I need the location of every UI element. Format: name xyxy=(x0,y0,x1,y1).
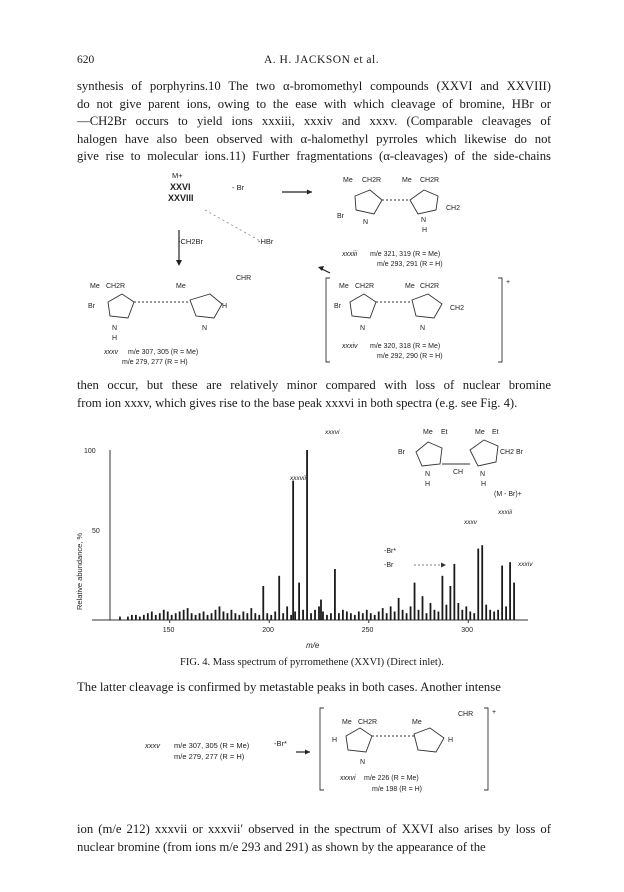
svg-text:CH2: CH2 xyxy=(450,305,465,312)
spectrum-peak xyxy=(350,613,352,620)
spectrum-peak xyxy=(501,566,503,620)
spectrum-peak xyxy=(453,564,455,620)
spectrum-peak xyxy=(457,603,459,620)
spectrum-peak xyxy=(513,583,515,620)
svg-text:Me: Me xyxy=(342,719,352,726)
svg-text:N: N xyxy=(202,325,208,332)
ion-label-xxxiii: xxxiii xyxy=(342,251,358,258)
spectrum-peak xyxy=(246,613,248,620)
fragmentation-scheme xyxy=(0,170,624,370)
spectrum-peak xyxy=(438,612,440,621)
spectrum-peak xyxy=(481,545,483,620)
svg-text:N: N xyxy=(363,219,369,226)
spectrum-peak xyxy=(302,610,304,620)
y-axis-label: Relative abundance, % xyxy=(75,532,84,610)
svg-text:H: H xyxy=(425,481,431,488)
svg-text:CH2R: CH2R xyxy=(362,177,382,184)
mass-spectrum-chart xyxy=(0,410,624,655)
spectrum-peak xyxy=(442,576,444,620)
label-minus-br: - Br xyxy=(232,183,245,192)
spectrum-peak xyxy=(374,615,376,620)
spectrum-peak xyxy=(449,586,451,620)
spectrum-peak xyxy=(127,617,129,620)
ion-label-xxxv: xxxv xyxy=(104,349,118,356)
text-line: The latter cleavage is confirmed by metastable peaks in both cases. Another intense xyxy=(77,680,501,694)
x-axis-label: m/e xyxy=(306,641,320,650)
spectrum-peak xyxy=(406,613,408,620)
spectrum-peak xyxy=(334,569,336,620)
svg-text:m/e 279, 277 (R = H): m/e 279, 277 (R = H) xyxy=(174,752,245,761)
label-minus-ch2br: -CH2Br xyxy=(178,237,204,246)
spectrum-peak xyxy=(358,612,360,621)
svg-text:Me: Me xyxy=(176,283,186,290)
pyrromethene-structure xyxy=(416,440,498,466)
spectrum-peak xyxy=(167,612,169,621)
peak-label-xxxvi: xxxvi xyxy=(325,429,340,436)
spectrum-peak xyxy=(493,612,495,621)
spectrum-peak xyxy=(292,481,294,620)
label-xxvi: XXVI xyxy=(170,182,191,192)
spectrum-peak xyxy=(362,613,364,620)
spectrum-peak xyxy=(398,598,400,620)
spectrum-peak xyxy=(338,613,340,620)
spectrum-peak xyxy=(485,605,487,620)
spectrum-peak xyxy=(163,610,165,620)
svg-text:H: H xyxy=(422,227,428,234)
spectrum-peak xyxy=(430,603,432,620)
svg-text:N: N xyxy=(421,217,427,224)
spectrum-peak xyxy=(155,615,157,620)
spectrum-peak xyxy=(171,615,173,620)
svg-text:H: H xyxy=(222,303,228,310)
spectrum-peak xyxy=(143,615,145,620)
spectrum-peak xyxy=(270,615,272,620)
svg-text:Me: Me xyxy=(423,429,433,436)
y-tick-50: 50 xyxy=(92,528,100,535)
spectrum-peak xyxy=(139,617,141,620)
spectrum-peak xyxy=(223,612,225,621)
svg-text:m/e 198 (R = H): m/e 198 (R = H) xyxy=(372,786,422,793)
spectrum-peak xyxy=(326,615,328,620)
spectrum-peak xyxy=(135,615,137,620)
spectrum-peak xyxy=(322,612,324,621)
spectrum-peak xyxy=(219,606,221,620)
svg-text:CH: CH xyxy=(453,469,464,476)
svg-text:Me: Me xyxy=(405,283,415,290)
spectrum-peak xyxy=(310,613,312,620)
figure-caption: FIG. 4. Mass spectrum of pyrromethene (XXVI) (Direct inlet). xyxy=(180,657,444,668)
svg-text:CH2R: CH2R xyxy=(355,283,375,290)
spectrum-peak xyxy=(191,613,193,620)
svg-text:Me: Me xyxy=(343,177,353,184)
spectrum-peak xyxy=(306,450,308,620)
spectrum-peak xyxy=(294,612,296,621)
svg-text:N: N xyxy=(112,325,118,332)
spectrum-peak xyxy=(394,612,396,621)
spectrum-peak xyxy=(378,612,380,621)
svg-text:CH2 Br: CH2 Br xyxy=(500,449,523,456)
svg-text:N: N xyxy=(420,325,426,332)
spectrum-peak xyxy=(235,613,237,620)
x-tick-label: 150 xyxy=(162,627,175,634)
svg-text:CHR: CHR xyxy=(236,275,252,282)
spectrum-peak xyxy=(298,583,300,620)
svg-text:+: + xyxy=(506,279,511,286)
spectrum-peak xyxy=(254,613,256,620)
svg-text:Et: Et xyxy=(441,429,448,436)
svg-text:m/e 293, 291 (R = H): m/e 293, 291 (R = H) xyxy=(377,261,443,268)
svg-text:H: H xyxy=(448,737,454,744)
svg-text:N: N xyxy=(360,325,366,332)
spectrum-peak xyxy=(262,586,264,620)
spectrum-peak xyxy=(227,613,229,620)
paragraph-4 xyxy=(77,821,551,856)
spectrum-peak xyxy=(242,612,244,621)
peak-label-xxxiv: xxxiv xyxy=(518,561,533,568)
spectrum-peak xyxy=(207,615,209,620)
text-line: from ion xxxv, which gives rise to the base peak xxxvi in both spectra (e.g. see Fig. 4). xyxy=(77,395,518,410)
annotation-minus-br-star: -Br* xyxy=(384,548,397,555)
spectrum-peak xyxy=(266,613,268,620)
spectrum-peak xyxy=(473,613,475,620)
svg-text:+: + xyxy=(492,709,497,716)
ion-label-xxxiv: xxxiv xyxy=(342,343,358,350)
page-number: 620 xyxy=(77,54,95,66)
paragraph-2 xyxy=(77,377,551,412)
spectrum-peak xyxy=(366,610,368,620)
spectrum-peak xyxy=(258,615,260,620)
label-xxviii: XXVIII xyxy=(168,193,194,203)
x-tick-label: 300 xyxy=(461,627,473,634)
svg-text:m/e 307, 305 (R = Me): m/e 307, 305 (R = Me) xyxy=(174,741,250,750)
spectrum-peak xyxy=(278,576,280,620)
spectrum-peak xyxy=(318,606,320,620)
svg-text:m/e 292, 290 (R = H): m/e 292, 290 (R = H) xyxy=(377,353,443,360)
spectrum-peak xyxy=(354,615,356,620)
spectrum-peak xyxy=(199,613,201,620)
svg-text:Me: Me xyxy=(402,177,412,184)
spectrum-peak xyxy=(238,615,240,620)
svg-text:Br: Br xyxy=(334,303,341,310)
svg-text:Me: Me xyxy=(412,719,422,726)
svg-text:Br: Br xyxy=(398,449,405,456)
svg-text:Me: Me xyxy=(339,283,349,290)
svg-text:m/e 226 (R = Me): m/e 226 (R = Me) xyxy=(364,775,419,782)
spectrum-peak xyxy=(390,606,392,620)
text-line: do not give parent ions, owing to the ease with which cleavage of bromine, HBr or xyxy=(77,96,551,111)
svg-text:m/e 279, 277 (R = H): m/e 279, 277 (R = H) xyxy=(122,359,188,366)
spectrum-peak xyxy=(370,613,372,620)
peak-label-xxxiii: xxxiii xyxy=(498,509,513,516)
spectrum-peak xyxy=(342,610,344,620)
svg-text:Et: Et xyxy=(492,429,499,436)
peak-label-m-br: (M - Br)+ xyxy=(494,491,522,498)
svg-text:CH2R: CH2R xyxy=(420,177,440,184)
structure-xxxiii xyxy=(355,190,438,214)
paragraph-3 xyxy=(77,679,551,697)
running-title: A. H. JACKSON et al. xyxy=(264,54,380,66)
spectrum-peak xyxy=(426,613,428,620)
spectrum-peak xyxy=(119,617,121,620)
peak-label-xxxv: xxxv xyxy=(464,519,477,526)
spectrum-peak xyxy=(386,613,388,620)
annotation-minus-br: -Br xyxy=(384,562,394,569)
spectrum-peak xyxy=(179,612,181,621)
spectrum-peak xyxy=(461,610,463,620)
text-line: then occur, but these are relatively minor compared with loss of nuclear bromine xyxy=(77,378,551,392)
paragraph-1 xyxy=(77,78,551,166)
structure-xxxv xyxy=(108,294,222,318)
ion-label-xxxv-2: xxxv xyxy=(145,741,160,750)
spectrum-peak xyxy=(314,610,316,620)
svg-text:N: N xyxy=(425,471,431,478)
spectrum-peak xyxy=(445,605,447,620)
spectrum-peak xyxy=(418,610,420,620)
text-line: —CH2Br occurs to yield ions xxxiii, xxxiv and xxxv. (Comparable cleavages of xyxy=(77,114,551,128)
spectrum-peak xyxy=(469,612,471,621)
spectrum-peak xyxy=(330,613,332,620)
peak-label-xxxvii: xxxvii xyxy=(290,475,306,482)
svg-text:Me: Me xyxy=(90,283,100,290)
svg-text:Me: Me xyxy=(475,429,485,436)
svg-text:CH2R: CH2R xyxy=(106,283,126,290)
spectrum-peak xyxy=(187,608,189,620)
spectrum-peak xyxy=(497,610,499,620)
spectrum-peak xyxy=(274,612,276,621)
svg-text:m/e 321, 319 (R = Me): m/e 321, 319 (R = Me) xyxy=(370,251,441,258)
y-tick-100: 100 xyxy=(84,448,96,455)
svg-text:Br: Br xyxy=(88,303,95,310)
spectrum-peak xyxy=(231,610,233,620)
spectrum-peak xyxy=(509,562,511,620)
spectrum-peak xyxy=(477,549,479,620)
label-minus-hbr: -HBr xyxy=(258,237,274,246)
text-line: halogen have also been observed with α-halomethyl pyrroles which likewise do not xyxy=(77,131,551,146)
label-mplus: M+ xyxy=(172,171,183,180)
text-line: give rise to molecular ions.11) Further fragmentations (α-cleavages) of the side-chains xyxy=(77,149,551,163)
svg-text:m/e 307, 305 (R = Me): m/e 307, 305 (R = Me) xyxy=(128,349,199,356)
fragmentation-scheme-2 xyxy=(0,702,624,802)
x-tick-label: 250 xyxy=(361,627,374,634)
spectrum-peak xyxy=(402,610,404,620)
spectrum-peak xyxy=(215,610,217,620)
svg-text:Br: Br xyxy=(337,213,344,220)
svg-text:-Br*: -Br* xyxy=(274,739,287,748)
spectrum-peak xyxy=(131,615,133,620)
svg-text:CHR: CHR xyxy=(458,711,474,718)
spectrum-peak xyxy=(290,615,292,620)
spectrum-peak xyxy=(183,610,185,620)
spectrum-peak xyxy=(147,613,149,620)
x-ticks xyxy=(163,620,473,634)
spectrum-peak xyxy=(434,610,436,620)
spectrum-peak xyxy=(151,612,153,621)
svg-text:CH2R: CH2R xyxy=(358,719,378,726)
svg-text:CH2: CH2 xyxy=(446,205,461,212)
ion-label-xxxvi-2: xxxvi xyxy=(340,775,356,782)
spectrum-peak xyxy=(203,612,205,621)
spectrum-peak xyxy=(320,600,322,620)
spectrum-peak xyxy=(465,606,467,620)
spectrum-peak xyxy=(159,613,161,620)
spectrum-peak xyxy=(505,606,507,620)
spectrum-peak xyxy=(410,606,412,620)
svg-text:N: N xyxy=(480,471,486,478)
spectrum-peak xyxy=(346,612,348,621)
spectrum-peak xyxy=(414,583,416,620)
spectrum-peak xyxy=(250,608,252,620)
svg-text:CH2R: CH2R xyxy=(420,283,440,290)
spectrum-peak xyxy=(282,613,284,620)
text-line: nuclear bromine (from ions m/e 293 and 291) as shown by the appearance of the xyxy=(77,839,486,854)
svg-text:N: N xyxy=(360,759,366,766)
text-line: ion (m/e 212) xxxvii or xxxvii′ observed in the spectrum of XXVI also arises by loss of xyxy=(77,822,551,836)
spectrum-peak xyxy=(382,608,384,620)
spectrum-peak xyxy=(195,615,197,620)
svg-text:H: H xyxy=(112,335,118,342)
spectrum-peak xyxy=(175,613,177,620)
x-tick-label: 200 xyxy=(262,627,274,634)
spectrum-peak xyxy=(489,610,491,620)
spectrum-peak xyxy=(422,596,424,620)
spectrum-peak xyxy=(286,606,288,620)
spectrum-peak xyxy=(211,613,213,620)
text-line: synthesis of porphyrins.10 The two α-bromomethyl compounds (XXVI and XXVIII) xyxy=(77,79,551,93)
svg-text:m/e 320, 318 (R = Me): m/e 320, 318 (R = Me) xyxy=(370,343,441,350)
svg-text:H: H xyxy=(332,737,338,744)
svg-text:H: H xyxy=(481,481,487,488)
